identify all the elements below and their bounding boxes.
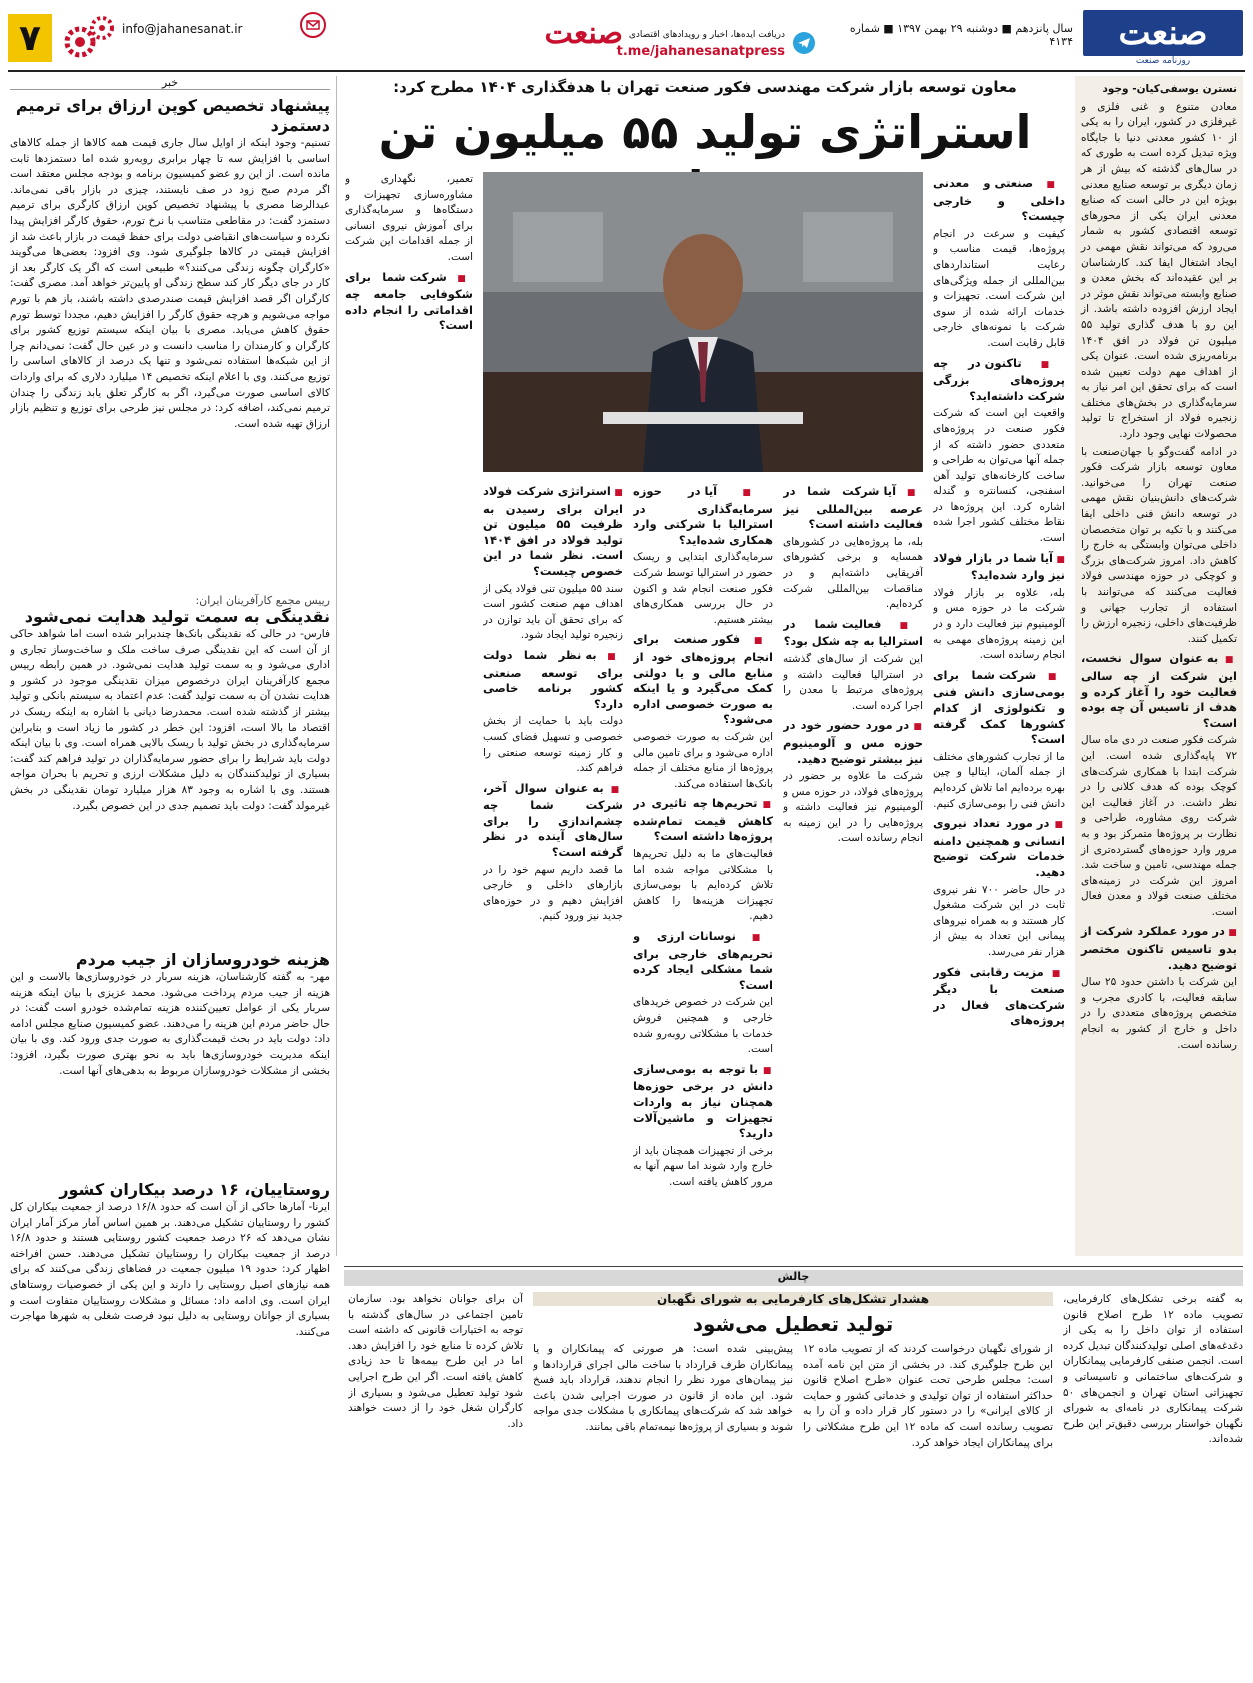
news-title[interactable]: پیشنهاد تخصیص کوپن ارزاق برای ترمیم دستمزد <box>15 96 330 135</box>
question-5: ■ تاکنون در چه پروژه‌های بزرگی شرکت داشته‌اید؟ <box>933 356 1065 405</box>
answer-20: ما قصد داریم سهم خود را در بازارهای داخلی و خارجی افزایش دهیم و در حوزه‌های جدید نیز ورود کنیم. <box>483 863 623 923</box>
envelope-icon <box>300 12 326 38</box>
news-item-3[interactable] <box>10 950 330 1170</box>
answer-2: این شرکت با داشتن حدود ۲۵ سال سابقه فعالیت، با کادری مجرب و متخصص پروژه‌های متعددی را در داخل و خارج از کشور به انجام رسانده است. <box>1081 976 1237 1051</box>
bottom-column-1: به گفته برخی تشکل‌های کارفرمایی، تصویب ماده ۱۲ طرح اصلاح قانون استفاده از توان داخل را به یکی از دغدغه‌های اصلی تولیدکنندگان تبدیل کرده است. انجمن صنفی کارفرمایی پیمانکاران و شرکت‌های ساختمانی و تاسیساتی و تجهیزاتی استان تهران و انجمن‌های ۵۰ شرکت پیمانکاری در نامه‌ای به شورای نگهبان خواستار بررسی دقیق‌تر این طرح شده‌اند. <box>1063 1293 1243 1446</box>
question-19: ■ به نظر شما دولت برای توسعه صنعتی کشور برنامه خاصی دارد؟ <box>483 648 623 712</box>
newspaper-logo-subtitle: روزنامه صنعت <box>1135 56 1191 66</box>
answer-1: شرکت فکور صنعت در دی ماه سال ۷۲ پایه‌گذاری شده است. این شرکت ابتدا با همکاری شرکت‌های کوچک بوده که هدف کلانی را در نظر داشت. در آغاز فعالیت این شرکت روی مشاوره، طراحی و نظارت بر پروژه‌ها متمرکز بود و به مرور وارد حوزه‌های گسترده‌تری از جمله مهندسی، تامین و ساخت شد. امروز این شرکت در زمینه‌های مختلف صنعت فولاد و معدن فعال است. <box>1081 734 1237 918</box>
news-title[interactable]: روستاییان، ۱۶ درصد بیکاران کشور <box>59 1180 330 1199</box>
question-18: ■ استراتژی شرکت فولاد ایران برای رسیدن به ظرفیت ۵۵ میلیون تن تولید فولاد در افق ۱۴۰۴ است. نظر شما در این خصوص چیست؟ <box>483 484 623 580</box>
news-item-2[interactable] <box>10 594 330 937</box>
interview-photo <box>483 172 923 472</box>
bottom-kicker: هشدار تشکل‌های کارفرمایی به شورای نگهبان <box>533 1292 1053 1306</box>
question-3: ■ صنعتی و معدنی داخلی و خارجی چیست؟ <box>933 176 1065 225</box>
news-title[interactable]: هزینه خودروسازان از جیب مردم <box>75 950 330 969</box>
answer-5: واقعیت این است که شرکت فکور صنعت در پروژه‌های متعددی حضور داشته که از جمله آنها می‌توان به طراحی و ساخت کارخانه‌های تولید آهن اسفنجی، کنسانتره و گندله اشاره کرد. این پروژه‌ها در نقاط مختلف کشور اجرا شده است. <box>933 407 1065 545</box>
news-body: ایرنا- آمارها حاکی از آن است که حدود ۱۶/۸ درصد از جمعیت بیکاران کل کشور را روستاییان تشکیل می‌دهند. بر همین اساس آمار مرکز آمار ایران نشان می‌دهد که ۲۶ درصد جمعیت کشور روستایی هستند و حدود ۱۶/۸ درصد از جمعیت بیکاران را روستاییان تشکیل می‌دهند. حسن افراخته اظهار کرد: حدود ۱۹ میلیون جمعیت در فضاهای زندگی می‌کنند که برای همه نیازهای اصیل روستایی را دارند و این یکی از خصوصیات روستاهای ایران است. وی ادامه داد: مسائل و مشکلات روستاییان متفاوت است و بسیاری از جوانان روستایی به دلیل نبود فرصت شغلی به شهرها مهاجرت می‌کنند. <box>10 1201 330 1338</box>
question-2: ■ در مورد عملکرد شرکت از بدو تاسیس تاکنون مختصر توضیح دهید. <box>1081 924 1237 973</box>
question-13: ■ فکور صنعت برای انجام پروژه‌های خود از منابع مالی و یا دولتی کمک می‌گیرد و یا اینکه به صورت خصوصی اداره می‌شود؟ <box>633 632 773 728</box>
page-number: ۷ <box>8 14 52 62</box>
news-body: تسنیم- وجود اینکه از اوایل سال جاری قیمت همه کالاها از جمله کالاهای اساسی با افزایش سه تا چهار برابری روبه‌رو شده اما دستمزدها ثابت مانده است. از این رو عضو کمیسیون برنامه و بودجه مجلس معتقد است اگر مردم صبح زود در صف نایستند، چیزی در بازار باقی نمی‌ماند. عبدالرضا مصری با پیشنهاد تخصیص کوپن ارزاق کارگری برای ترمیم دستمزد گفت: در مقاطعی متناسب با نرخ تورم، حقوق کارگر افزایش پیدا نکرده و سیاست‌های انقباضی دولت برای حفظ قیمت در بازار باعث شد از افزایش قیمتی در کالاها جلوگیری شود. وی افزود: بعضی‌ها می‌گویند «کارگران چگونه زندگی می‌کنند؟» طبیعی است که اگر یک کارگر بعد از کار در جای دیگر کار کند سطح زندگی او پایین‌تر خواهد آمد. مصری گفت: کارگران اگر قصد افزایش قیمت صندرصدی داشته باشند، باز هم با تورم مواجه می‌شویم و هرچه حقوق کارگر را افزایش دهیم، مجددا توسط تورم حقوق کاهش می‌یابد. مصری با بیان اینکه سیستم توزیع کشور برای کارگران و کارمندان را مناسب دانست و در عین حال گفت: نمی‌دانم چرا از این شبکه‌ها استفاده نمی‌شود و تنها یک درصد از کالاهای اساسی را توزیع می‌کنند. وی با اعلام اینکه تخصیص ۱۴ میلیارد دلاری که برای واردات کالای اساسی صورت می‌گیرد، اگر به کارگر تعلق یابد زندگی را چندان ترمیم نمی‌کند، اضافه کرد: در مجلس نیز طرحی برای توزیع و تنظیم بازار ارزاق تهیه شده است. <box>10 137 330 430</box>
telegram-link[interactable]: t.me/jahanesanatpress <box>616 44 785 59</box>
main-headline: استراتژی تولید ۵۵ میلیون تن <box>378 105 1032 159</box>
bottom-rule <box>344 1266 1243 1267</box>
answer-10: بله، ما پروژه‌هایی در کشورهای همسایه و برخی کشورهای آفریقایی داشته‌ایم و در مناقصات بین‌المللی شرکت کرده‌ایم. <box>783 535 923 611</box>
question-11: ■ فعالیت شما در استرالیا به چه شکل بود؟ <box>783 617 923 650</box>
question-20: ■ به عنوان سوال آخر، شرکت شما چه چشم‌اندازی را برای سال‌های آینده در نظر گرفته است؟ <box>483 781 623 861</box>
answer-15: این شرکت در خصوص خریدهای خارجی و همچنین فروش خدمات با مشکلاتی روبه‌رو شده است. <box>633 996 773 1056</box>
sanat-wordmark: صنعت <box>544 16 623 51</box>
email-address[interactable]: info@jahanesanat.ir <box>122 22 243 36</box>
answer-6: بله، علاوه بر بازار فولاد شرکت ما در حوزه مس و آلومینیوم نیز فعالیت دارد و در این زمینه پروژه‌های مهمی به انجام رسانده است. <box>933 586 1065 662</box>
question-12: ■ آیا در حوزه سرمایه‌گذاری در استرالیا با شرکتی وارد همکاری شده‌اید؟ <box>633 484 773 548</box>
news-body: مهر- به گفته کارشناسان، هزینه سربار در خودروسازی‌ها بالاست و این هزینه از جیب مردم پرداخت می‌شود. محمد عزیزی با بیان اینکه هزینه سربار یکی از عوامل تعیین‌کننده هزینه تمام‌شده خودرو است گفت: در حال حاضر مردم این هزینه را می‌دهند. عضو کمیسیون صنایع مجلس ادامه داد: دولت باید در بحث قیمت‌گذاری به صورت جدی ورود کند. وی با بیان اینکه مدیریت خودروسازی‌ها باید به نحو بهتری صورت بگیرد، افزود: بخشی از مشکلات خودروسازان مربوط به بدهی‌های آنها است. <box>10 971 330 1077</box>
question-1: ■ به عنوان سوال نخست، این شرکت از چه سالی فعالیت خود را آغاز کرده و هدف از تاسیس آن چه بوده است؟ <box>1081 651 1237 731</box>
answer-7: ما از تجارب کشورهای مختلف از جمله آلمان، ایتالیا و چین بهره برده‌ایم اما تلاش کرده‌ایم دانش فنی را بومی‌سازی کنیم. <box>933 750 1065 810</box>
body-intro: در ادامه گفت‌وگو با جهان‌صنعت با معاون توسعه بازار شرکت فکور صنعت تهران را می‌خوانید. شرکت‌های دانش‌بنیان نقش مهمی در توسعه دانش فنی داخلی ایفا می‌کنند و با تکیه بر توان متخصصان داخلی می‌توان وابستگی به خارج را کاهش داد. امروز شرکت‌های بزرگ و کوچکی در حوزه مهندسی فولاد فعالیت می‌کنند که می‌توانند با استفاده از تجارب جهانی و ظرفیت‌های داخلی، زنجیره ارزش را تکمیل کنند. <box>1081 445 1237 645</box>
news-title[interactable]: نقدینگی به سمت تولید هدایت نمی‌شود <box>24 607 330 626</box>
answer-14: فعالیت‌های ما به دلیل تحریم‌ها با مشکلاتی مواجه شده اما تلاش کرده‌ایم با بومی‌سازی تجهیزات هزینه‌ها را کاهش دهیم. <box>633 848 773 923</box>
answer-8: در حال حاضر ۷۰۰ نفر نیروی ثابت در این شرکت مشغول کار هستند و به همراه نیروهای پیمانی این تعداد به بیش از هزار نفر می‌رسد. <box>933 883 1065 958</box>
telegram-promo[interactable] <box>463 12 823 64</box>
answer-11: این شرکت از سال‌های گذشته در استرالیا فعالیت داشته و پروژه‌های مرتبط با معدن را اجرا کرده است. <box>783 652 923 712</box>
bottom-column-4: آن برای جوانان نخواهد بود. سازمان تامین اجتماعی در سال‌های گذشته با توجه به اختیارات قانونی که داشته است تلاش کرده تا منابع خود را افزایش دهد. اما در این طرح بیمه‌ها تا حد زیادی کاهش یافته است. اگر این طرح اجرایی شود تولید تعطیل می‌شود و بسیاری از کارگران شغل خود را از دست خواهند داد. <box>348 1293 523 1430</box>
body-column-5 <box>345 172 473 1262</box>
question-17: ■ شرکت شما برای شکوفایی جامعه چه اقداماتی را انجام داده است؟ <box>345 270 473 334</box>
bottom-column-2: از شورای نگهبان درخواست کردند که از تصویب ماده ۱۲ این طرح جلوگیری کند. در بخشی از متن این نامه آمده است: مجلس طرحی تحت عنوان «طرح اصلاح قانون حداکثر استفاده از توان تولیدی و خدماتی کشور و حمایت از کالای ایرانی» را در دستور کار قرار داده و آن را به تصویب رسانده است که ماده ۱۲ این طرح مشکلاتی را برای پیمانکاران ایجاد خواهد کرد. <box>803 1343 1053 1449</box>
question-4: ■ در مورد حضور خود در حوزه مس و آلومینیوم نیز بیشتر توضیح دهید. <box>783 718 923 767</box>
answer-17: تعمیر، نگهداری و مشاوره‌سازی تجهیزات و دستگاه‌ها و سرمایه‌گذاری برای آموزش نیروی انسانی از جمله اقدامات این شرکت است. <box>345 173 473 263</box>
answer-3: کیفیت و سرعت در انجام پروژه‌ها، قیمت مناسب و رعایت استانداردهای بین‌المللی از جمله ویژگی‌های این شرکت است. تجهیزات و خدمات ارائه شده از سوی شرکت با نمونه‌های خارجی قابل رقابت است. <box>933 227 1065 349</box>
question-10: ■ آیا شرکت شما در عرصه بین‌المللی نیز فعالیت داشته است؟ <box>783 484 923 533</box>
telegram-caption: دریافت ایده‌ها، اخبار و رویدادهای اقتصادی <box>628 30 785 40</box>
news-item-1[interactable] <box>10 96 330 606</box>
news-kicker: رییس مجمع کارآفرینان ایران: <box>195 594 330 607</box>
question-16: ■ با توجه به بومی‌سازی دانش در برخی حوزه‌ها همچنان نیاز به واردات تجهیزات و ماشین‌آلات دارید؟ <box>633 1062 773 1142</box>
bottom-column-3: پیش‌بینی شده است: هر صورتی که پیمانکاران و یا پیمانکاران طرف قرارداد با ساخت مالی اجرای قراردادها و نیز پیمان‌های مورد نظر را انجام ندهند، قرارداد باید فسخ شود. این ماده از قانون در صورت اجرایی شدن باعث خواهد شد که شرکت‌های پیمانکاری با مشکلات جدی مواجه شوند و بسیاری از پروژه‌ها نیمه‌تمام باقی بمانند. <box>533 1343 793 1433</box>
answer-18: سند ۵۵ میلیون تنی فولاد یکی از اهداف مهم صنعت کشور است که برای تحقق آن باید توازن در زنجیره تولید ایجاد شود. <box>483 582 623 642</box>
answer-4: شرکت ما علاوه بر حضور در پروژه‌های فولاد، در حوزه مس و آلومینیوم نیز فعالیت داشته و پروژه‌هایی را در این زمینه به انجام رسانده است. <box>783 770 923 845</box>
news-section-label: خبر <box>10 76 330 90</box>
question-7: ■ شرکت شما برای بومی‌سازی دانش فنی و تکنولوژی از کدام کشورها کمک گرفته است؟ <box>933 668 1065 748</box>
question-8: ■ در مورد تعداد نیروی انسانی و همچنین دامنه خدمات شرکت توضیح دهید. <box>933 816 1065 880</box>
body-column-3 <box>633 480 773 1260</box>
bottom-headline[interactable]: تولید تعطیل می‌شود <box>692 1312 894 1336</box>
question-6: ■ آیا شما در بازار فولاد نیز وارد شده‌اید؟ <box>933 551 1065 584</box>
telegram-icon[interactable] <box>793 32 815 54</box>
body-column-4 <box>483 480 623 1260</box>
body-column-2 <box>783 480 923 1260</box>
question-9: ■ مزیت رقابتی فکور صنعت با دیگر شرکت‌های فعال در پروژه‌های <box>933 965 1065 1029</box>
issue-info: سال پانزدهم ■ دوشنبه ۲۹ بهمن ۱۳۹۷ ■ شماره ۴۱۳۴ <box>849 22 1073 48</box>
bottom-section-label: چالش <box>344 1270 1243 1286</box>
gears-icon <box>60 12 120 64</box>
question-14: ■ تحریم‌ها چه تاثیری در کاهش قیمت تمام‌شده پروژه‌ها داشته است؟ <box>633 796 773 845</box>
body-column-1 <box>933 172 1065 1262</box>
lead-column <box>1075 76 1243 1256</box>
answer-19: دولت باید با حمایت از بخش خصوصی و تسهیل فضای کسب و کار زمینه توسعه صنعتی را فراهم کند. <box>483 715 623 775</box>
sidebar-divider <box>336 76 337 1256</box>
answer-16: برخی از تجهیزات همچنان باید از خارج وارد شوند اما سهم آنها به مرور کاهش یافته است. <box>633 1144 773 1188</box>
answer-12: سرمایه‌گذاری ابتدایی و ریسک حضور در استرالیا توسط شرکت فکور صنعت انجام شد و اکنون در حال بررسی همکاری‌های بیشتر هستیم. <box>633 551 773 626</box>
main-kicker: معاون توسعه بازار شرکت مهندسی فکور صنعت تهران با هدفگذاری ۱۴۰۴ مطرح کرد: <box>393 78 1017 96</box>
lead-author: نسترن یوسفی‌کیان- وجود <box>1102 83 1237 95</box>
answer-13: این شرکت به صورت خصوصی اداره می‌شود و برای تامین مالی پروژه‌ها از منابع مختلف از جمله بانک‌ها استفاده می‌کند. <box>633 730 773 790</box>
news-body: فارس- در حالی که نقدینگی بانک‌ها چندبرابر شده است اما شواهد حاکی از آن است که این نقدینگی صرف ساخت ملک و ساخت‌وساز تجاری و اداری می‌شود و به سمت تولید هدایت نمی‌شود. در همین رابطه رییس مجمع کارآفرینان ایران درخصوص میزان نقدینگی موجود در کشور و هدایت نشدن آن به سمت تولید گفت: عدم اعتماد به سیستم بانکی و تولید بیشتر از گذشته شده است. محمدرضا دیانی با اشاره به اینکه ریسک در اقتصاد ما بالا است، افزود: این خطر در کشور ما زیاد است و بنابراین سرمایه‌گذاری در بخش تولید با ریسک بالایی همراه است. وی با بیان اینکه دولت باید شرایط را برای حضور سرمایه‌گذاران در تولید فراهم کند گفت: بسیاری از تولیدکنندگان به دلیل مشکلات ارزی و تحریم با بحران مواجه هستند. وی با اشاره به وجود ۸۳ هزار میلیارد تومان نقدینگی در بخش غیرمولد گفت: دولت باید تصمیم جدی در این خصوص بگیرد. <box>10 628 330 812</box>
newspaper-logo[interactable]: صنعت <box>1083 10 1243 56</box>
header-rule <box>8 70 1245 72</box>
news-item-4[interactable] <box>10 1180 330 1490</box>
lead-text: معادن متنوع و غنی فلزی و غیرفلزی در کشور، ایران را به یکی از ۱۰ کشور معدنی دنیا با جایگاه ویژه تبدیل کرده است به طوری که در سال‌های گذشته که بیش از هر زمان دیگری بر توسعه صنایع معدنی بویژه این در حالی است که صنایع معدنی ایران یکی از محورهای توسعه اقتصادی کشور به شمار می‌رود که می‌تواند نقش مهمی در ایجاد اشتغال ایفا کند. کارشناسان بر این عقیده‌اند که بخش معدن و صنایع وابسته می‌تواند نقش موثر در ایجاد ارزش افزوده داشته باشد. از این رو با هدف گذاری تولید ۵۵ میلیون تن فولاد در افق ۱۴۰۴ برنامه‌ریزی شده است. عنوان یکی از اهداف مهم دولت تعیین شده است که برای تحقق این امر نیاز به سرمایه‌گذاری در بخش‌های مختلف زنجیره فولاد از استخراج تا تولید محصولات نهایی وجود دارد. <box>1081 100 1238 441</box>
question-15: ■ نوسانات ارزی و تحریم‌های خارجی برای شما مشکلی ایجاد کرده است؟ <box>633 929 773 993</box>
